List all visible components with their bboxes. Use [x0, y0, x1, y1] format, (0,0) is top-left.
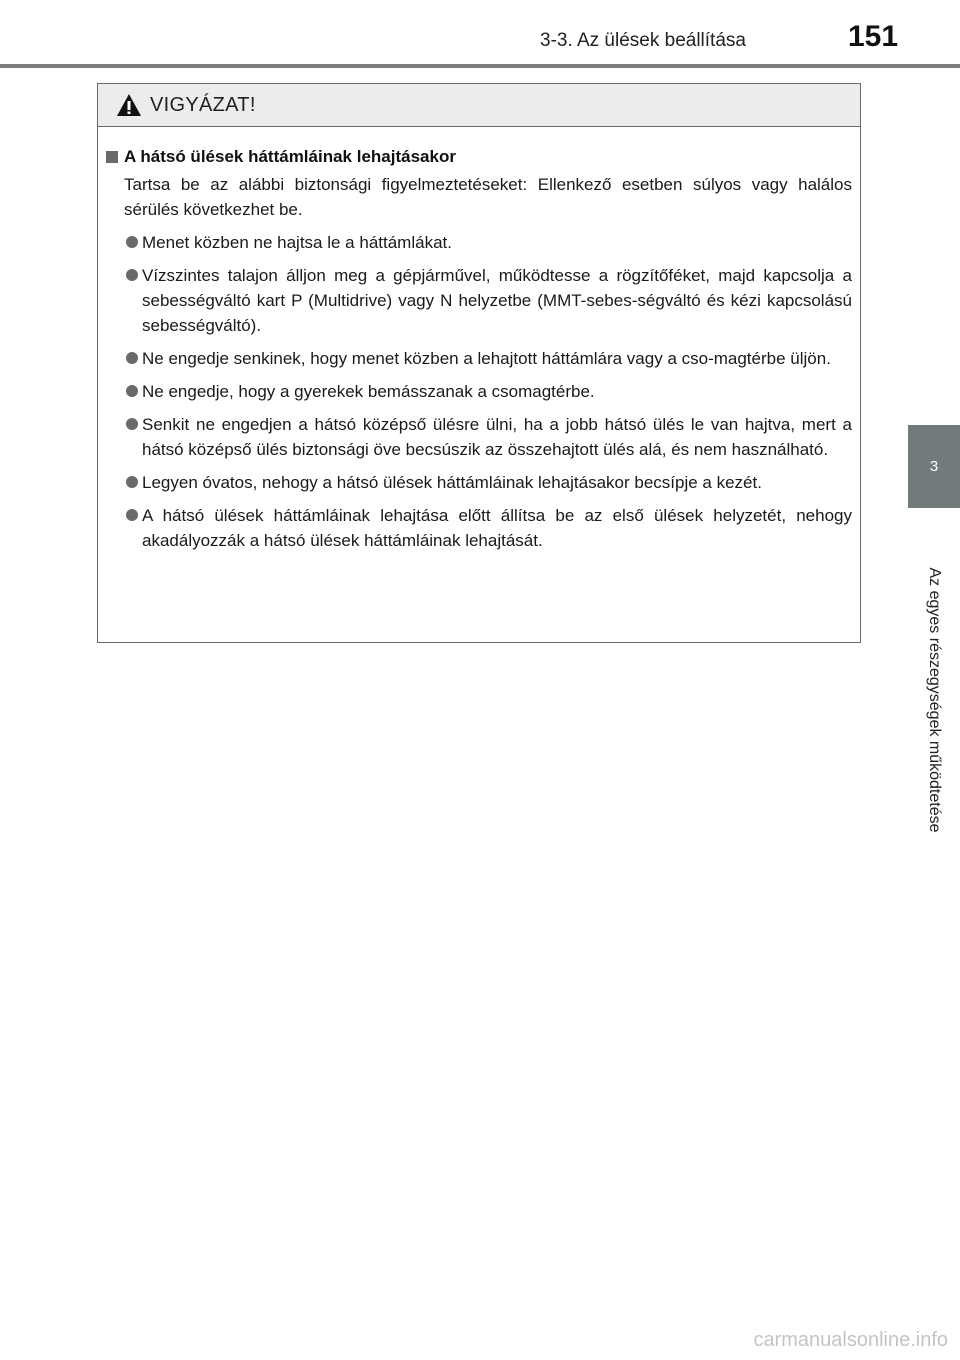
square-bullet-icon [106, 151, 118, 163]
list-item [106, 263, 852, 338]
round-bullet-icon [126, 352, 138, 364]
list-item-text: Vízszintes talajon álljon meg a gépjárművel, működtesse a rögzítőféket, majd kapcsolja a sebességváltó kart P (Multidrive) vagy N helyzetbe (MMT-sebes-ségváltó és kézi kapcsolású sebességváltó). [142, 266, 852, 335]
chapter-title: Az egyes részegységek működtetése [926, 567, 943, 833]
watermark: carmanualsonline.info [753, 1329, 948, 1351]
warning-intro: Tartsa be az alábbi biztonsági figyelmeztetéseket: Ellenkező esetben súlyos vagy halálos sérülés következhet be. [124, 175, 852, 219]
list-item-text: A hátsó ülések háttámláinak lehajtása előtt állítsa be az első ülések helyzetét, nehogy akadályozzák a hátsó ülések háttámláinak lehajtását. [142, 506, 852, 550]
subheading-text: A hátsó ülések háttámláinak lehajtásakor [124, 147, 456, 166]
list-item [106, 346, 852, 371]
warning-subheading [106, 147, 852, 167]
list-item [106, 503, 852, 553]
list-item-text: Menet közben ne hajtsa le a háttámlákat. [142, 233, 452, 252]
round-bullet-icon [126, 476, 138, 488]
warning-triangle-icon [116, 93, 142, 117]
warning-body [98, 127, 860, 553]
list-item [106, 230, 852, 255]
list-item-text: Legyen óvatos, nehogy a hátsó ülések háttámláinak lehajtásakor becsípje a kezét. [142, 473, 762, 492]
list-item [106, 470, 852, 495]
round-bullet-icon [126, 269, 138, 281]
list-item-text: Ne engedje, hogy a gyerekek bemásszanak a csomagtérbe. [142, 382, 595, 401]
header-divider [0, 64, 960, 68]
round-bullet-icon [126, 385, 138, 397]
list-item [106, 412, 852, 462]
round-bullet-icon [126, 236, 138, 248]
chapter-tab [908, 425, 960, 508]
section-title: 3-3. Az ülések beállítása [540, 30, 746, 51]
page-number: 151 [848, 20, 899, 53]
list-item-text: Senkit ne engedjen a hátsó középső ülésre ülni, ha a jobb hátsó ülés le van hajtva, mert a hátsó középső ülés biztonsági öve becsúszik az összehajtott ülés alá, és nem használható. [142, 415, 852, 459]
list-item-text: Ne engedje senkinek, hogy menet közben a lehajtott háttámlára vagy a cso-magtérbe üljön. [142, 349, 831, 368]
list-item [106, 379, 852, 404]
warning-box [97, 83, 861, 643]
round-bullet-icon [126, 509, 138, 521]
warning-title: VIGYÁZAT! [150, 93, 256, 116]
chapter-number: 3 [929, 458, 939, 475]
round-bullet-icon [126, 418, 138, 430]
warning-header [98, 84, 860, 127]
